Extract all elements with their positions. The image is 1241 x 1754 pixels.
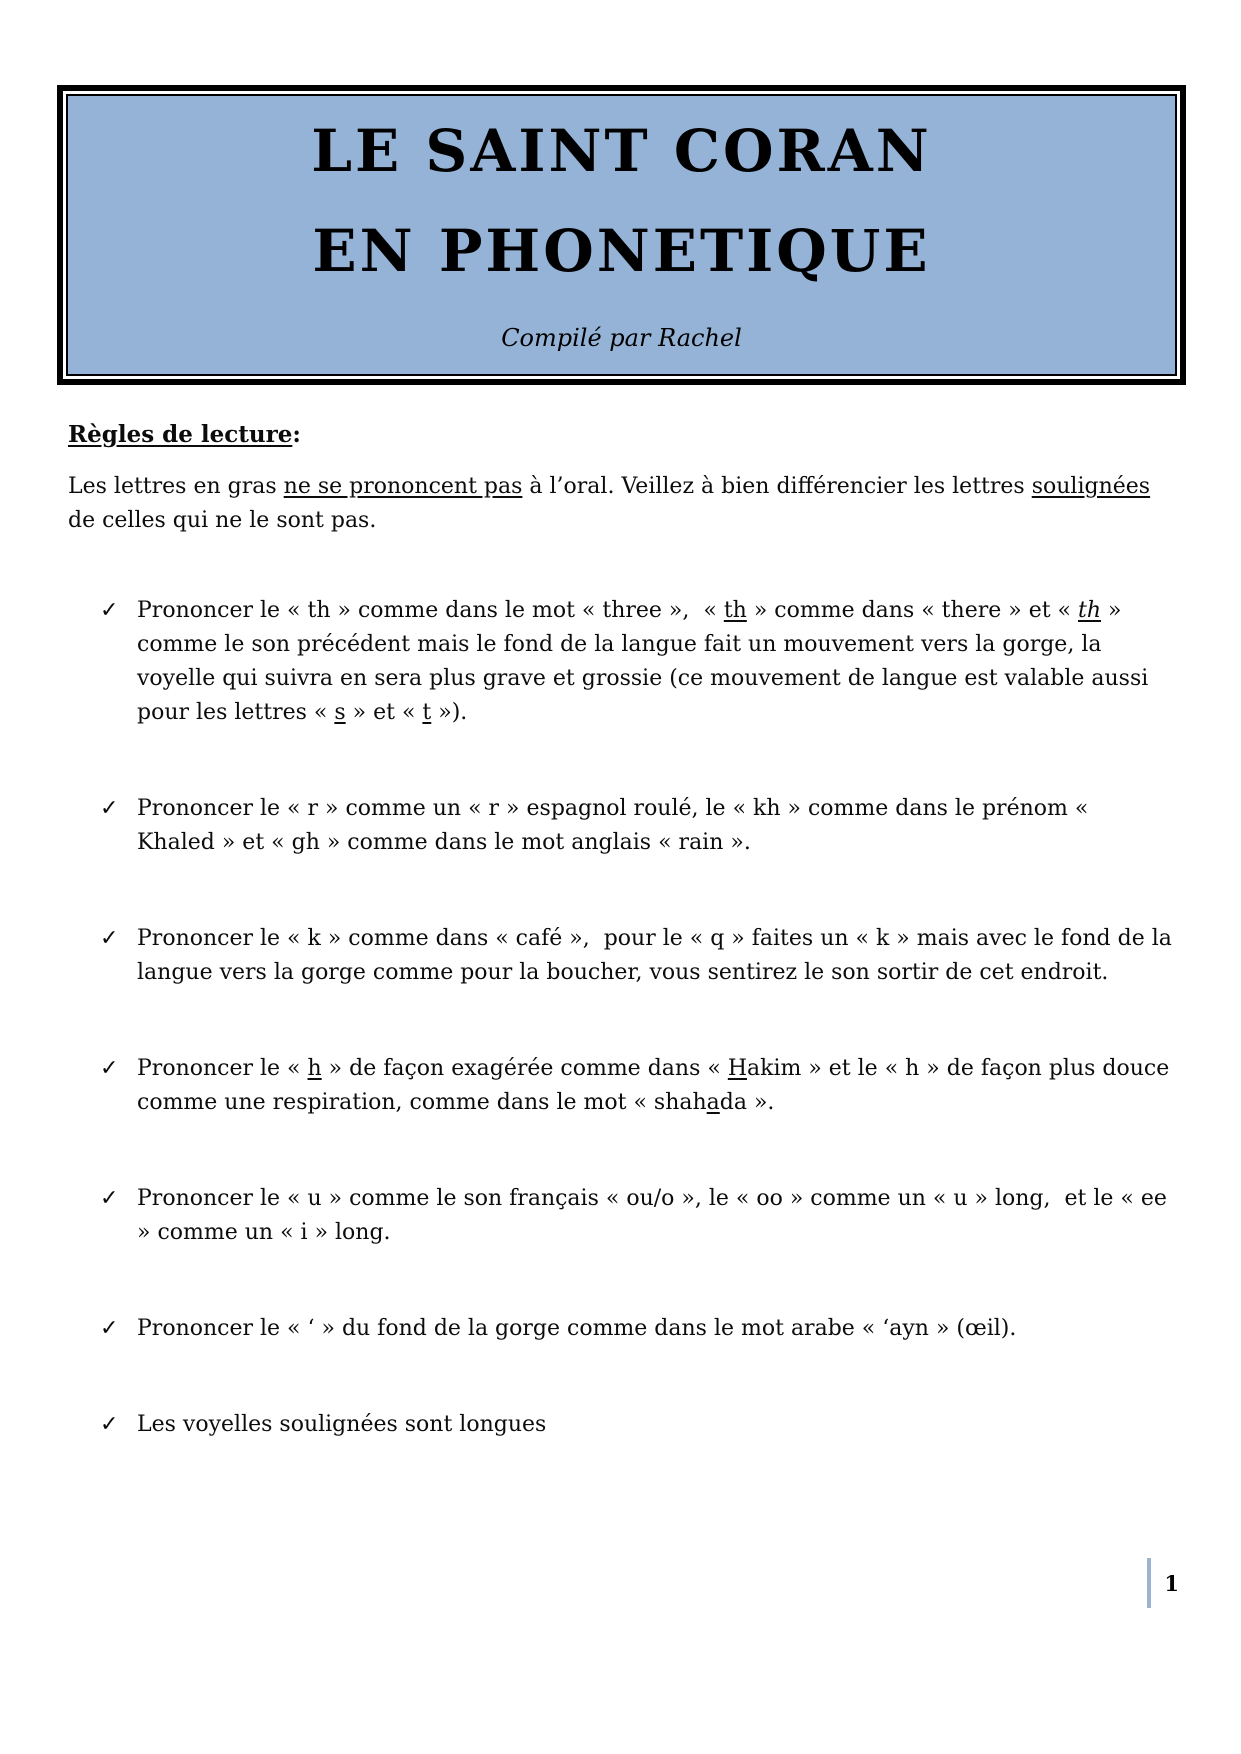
text-segment: »).: [431, 700, 468, 725]
text-segment-underlined: s: [334, 700, 346, 725]
text-segment: de celles qui ne le sont pas.: [68, 474, 1158, 533]
section-heading-colon: :: [292, 421, 301, 448]
checkmark-icon: ✓: [100, 1186, 119, 1211]
text-segment-underlined: th: [723, 598, 747, 623]
checkmark-icon: ✓: [100, 1316, 119, 1341]
rule-item-h: [100, 1052, 1177, 1120]
rule-text: [137, 594, 1173, 730]
section-heading: [68, 418, 1173, 452]
text-segment: Prononcer le « u » comme le son français « ou/o », le « oo » comme un « u » long, et le « ee » comme un « i » long.: [137, 1186, 1174, 1245]
checkmark-icon: ✓: [100, 1412, 119, 1437]
text-segment-underlined: a: [706, 1090, 720, 1115]
text-segment: » et «: [345, 700, 423, 725]
text-segment-underlined: ne se prononcent pas: [283, 474, 523, 499]
rule-text: [137, 922, 1179, 990]
rule-item-k-q: [100, 922, 1179, 990]
intro-paragraph: [68, 470, 1173, 538]
rule-item-r-kh-gh: [100, 792, 1173, 860]
document-body: [68, 418, 1179, 1504]
text-segment: Prononcer le «: [137, 1056, 308, 1081]
rule-text: [137, 1182, 1173, 1250]
text-segment: » de façon exagérée comme dans «: [321, 1056, 728, 1081]
rule-text: [137, 1408, 546, 1442]
rule-item-th: [100, 594, 1173, 730]
text-segment: Prononcer le « r » comme un « r » espagnol roulé, le « kh » comme dans le prénom « Khaled » et « gh » comme dans le mot anglais « rain ».: [137, 796, 1096, 855]
page-number: 1: [1164, 1570, 1179, 1596]
checkmark-icon: ✓: [100, 1056, 119, 1081]
rule-text: [137, 1052, 1177, 1120]
text-segment: Les lettres en gras: [68, 474, 284, 499]
text-segment: Les voyelles soulignées sont longues: [137, 1412, 547, 1437]
title-box: [57, 85, 1186, 385]
text-segment: » comme dans « there » et «: [746, 598, 1078, 623]
text-segment: » comme le son précédent mais le fond de la langue fait un mouvement vers la gorge, la voyelle qui suivra en sera plus grave et grossie (ce mouvement de langue est valable aussi pour les lettres «: [137, 598, 1156, 725]
text-segment-underlined: soulignées: [1031, 474, 1151, 499]
checkmark-icon: ✓: [100, 926, 119, 951]
checkmark-icon: ✓: [100, 598, 119, 623]
rule-text: [137, 1312, 1016, 1346]
text-segment-underlined: h: [307, 1056, 322, 1081]
document-title-line1: LE SAINT CORAN: [311, 117, 932, 185]
title-box-inner: [66, 94, 1177, 376]
byline: Compilé par Rachel: [501, 324, 742, 352]
checkmark-icon: ✓: [100, 796, 119, 821]
page-footer: [1147, 1558, 1179, 1608]
text-segment: à l’oral. Veillez à bien différencier les lettres: [522, 474, 1032, 499]
section-heading-text: Règles de lecture: [68, 421, 293, 448]
rule-item-ayn: [100, 1312, 1173, 1346]
rule-text: [137, 792, 1173, 860]
footer-divider: [1147, 1558, 1151, 1608]
text-segment: da ».: [719, 1090, 775, 1115]
text-segment: Prononcer le « th » comme dans le mot « three », «: [137, 598, 724, 623]
text-segment-underlined: H: [727, 1056, 747, 1081]
text-segment: akim » et le « h » de façon plus douce comme une respiration, comme dans le mot « shah: [137, 1056, 1177, 1115]
rule-item-u-oo-ee: [100, 1182, 1173, 1250]
text-segment-italic-underlined: th: [1078, 598, 1102, 623]
document-title-line2: EN PHONETIQUE: [312, 217, 931, 285]
rules-list: [100, 594, 1179, 1442]
text-segment-underlined: t: [422, 700, 432, 725]
text-segment: Prononcer le « k » comme dans « café », pour le « q » faites un « k » mais avec le fond de la langue vers la gorge comme pour la boucher, vous sentirez le son sortir de cet endroit.: [137, 926, 1179, 985]
rule-item-long-vowels: [100, 1408, 1173, 1442]
text-segment: Prononcer le « ‘ » du fond de la gorge comme dans le mot arabe « ‘ayn » (œil).: [137, 1316, 1017, 1341]
